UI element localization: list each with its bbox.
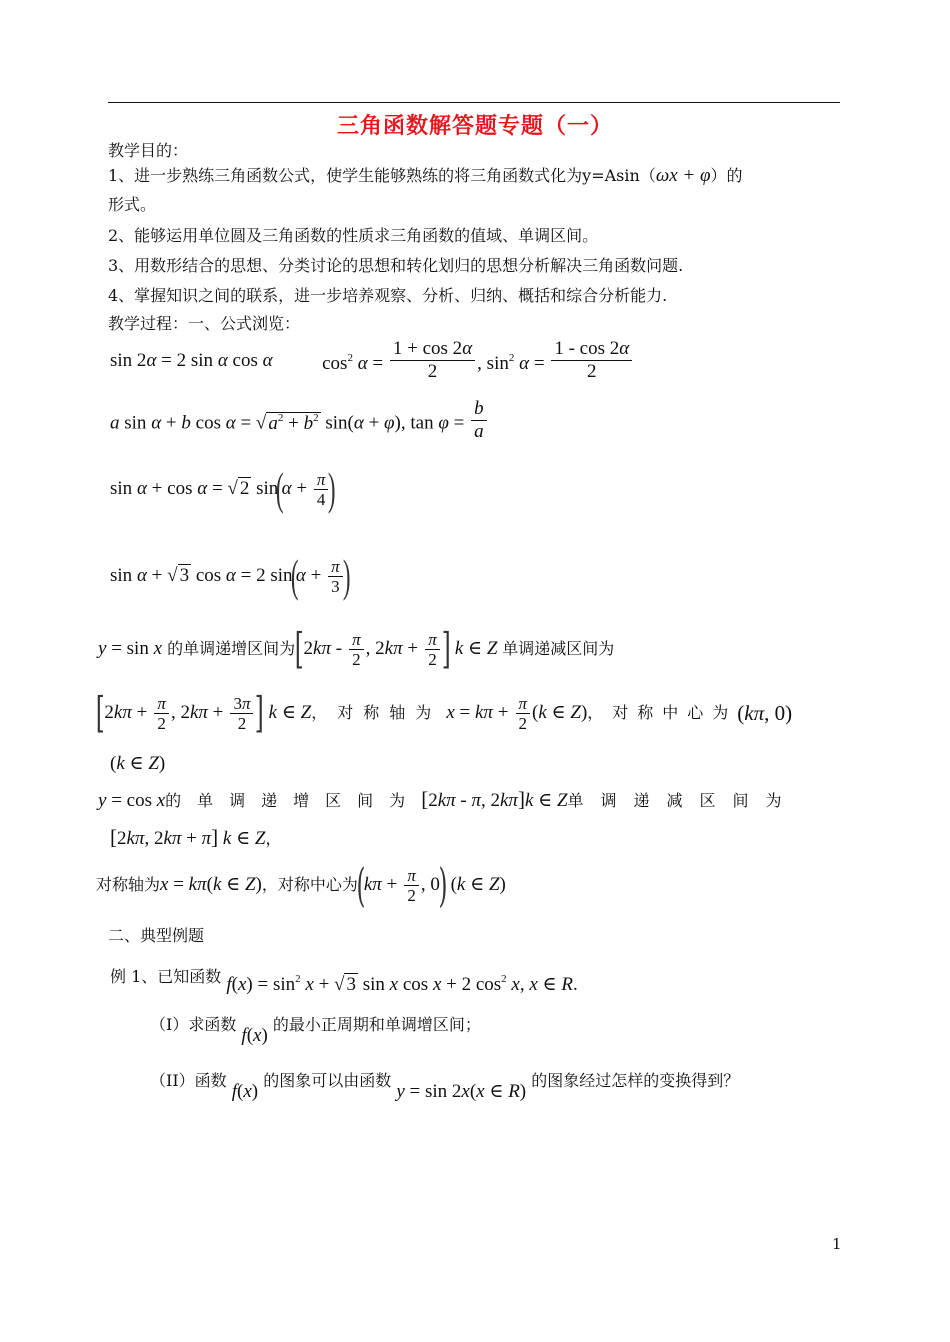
section2-heading: 二、典型例题 (108, 926, 205, 945)
cos-monotonic-line: y = cos x的单调递增区间为[2kπ - π, 2kπ]k ∈ Z单调递减区间为 (98, 787, 799, 811)
header-rule (108, 102, 840, 103)
question-2: （II）函数 f(x) 的图象可以由函数 y = sin 2x(x ∈ R) 的图象经过怎样的变换得到？ (150, 1071, 740, 1102)
page-title: 三角函数解答题专题（一） (336, 113, 613, 139)
example-1: 例 1、已知函数 $f(x) = \sin^2 x$ + √ 3 sin x cos x + 2 $\cos^2 x$, x ∈ R. (110, 967, 578, 995)
sin-center-domain: (k ∈ Z) (110, 753, 166, 774)
formula-auxiliary-angle: a sin α + b cos α = √ $a^2 + b^2$ sin(α + φ), tan φ = $\frac{b}{a}$ (110, 398, 489, 443)
sin-monotonic-line: y = sin x 的单调递增区间为[2kπ - $\frac{\pi}{2}$ , 2kπ + $\frac{\pi}{2}$ ] k ∈ Z 单调递减区间为 (98, 624, 615, 673)
formula-double-angle: sin 2α = 2 sin α cos α $\cos^2 \alpha$ = $\frac{1 + \cos 2\alpha}{2}$ , $\sin^2 \alpha$ = $\frac{1 - \cos 2\alpha}{2}$ (110, 338, 634, 383)
process-heading: 教学过程：一、公式浏览： (108, 314, 301, 333)
cos-axis-line: 对称轴为x = kπ(k ∈ Z)，对称中心为(kπ + $\frac{\pi}{2}$ , 0) (k ∈ Z) (96, 858, 506, 912)
goals-heading: 教学目的： (108, 141, 189, 160)
formula-sqrt3: sin α + √ 3 cos α = 2 sin(α + $\frac{\pi}{3}$ ) (110, 550, 351, 601)
goal-4: 4、掌握知识之间的联系，进一步培养观察、分析、归纳、概括和综合分析能力. (108, 286, 668, 305)
goal-1: 1、进一步熟练三角函数公式，使学生能够熟练的将三角函数式化为y=Asin（ωx + φ）的 (108, 165, 743, 186)
goal-3: 3、用数形结合的思想、分类讨论的思想和转化划归的思想分析解决三角函数问题. (108, 256, 684, 275)
page-number: 1 (832, 1235, 842, 1253)
cos-decreasing-line: [2kπ, 2kπ + π] k ∈ Z， (110, 825, 282, 849)
sin-decreasing-line: [2kπ + $\frac{\pi}{2}$ , 2kπ + $\frac{3\pi}{2}$ ] k ∈ Z，对称轴为 x = kπ + $\frac{\pi}{2}$ (k ∈ Z)，对称中心为(kπ, 0) (95, 688, 793, 737)
goal-1-cont: 形式。 (108, 195, 157, 214)
formula-sqrt2: sin α + cos α = √ 2 sin(α + $\frac{\pi}{4}$ ) (110, 463, 336, 514)
omega-x-plus-phi: ωx + φ (655, 165, 711, 186)
goal-2: 2、能够运用单位圆及三角函数的性质求三角函数的值域、单调区间。 (108, 226, 599, 245)
question-1: （I）求函数 f(x) 的最小正周期和单调增区间； (150, 1015, 481, 1046)
